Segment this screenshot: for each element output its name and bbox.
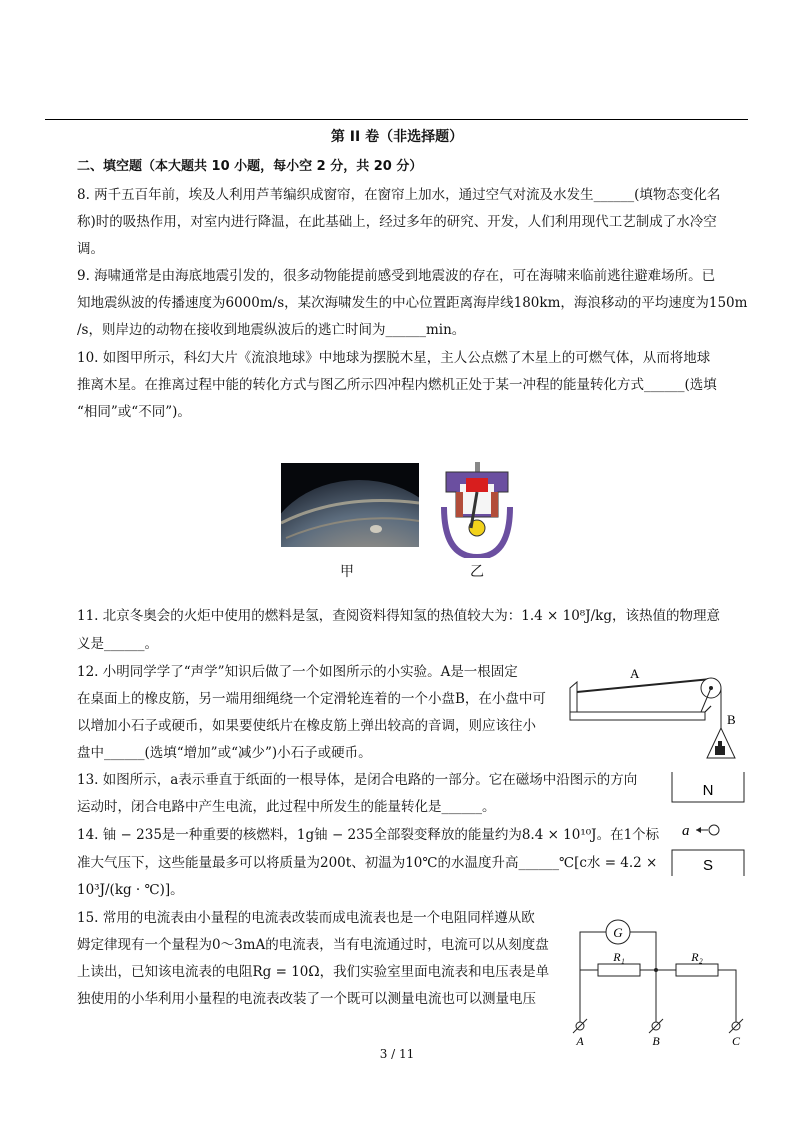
q14-line-2: 准大气压下，这些能量最多可以将质量为200t、初温为10℃的水温度升高______℃[c水 = 4.2 × — [77, 855, 658, 871]
q9-line-3: /s，则岸边的动物在接收到地震纵波后的逃亡时间为______min。 — [77, 322, 466, 338]
pulley-diagram — [565, 666, 750, 766]
engine-diagram — [436, 462, 518, 558]
q13-line-1: 13. 如图所示，a表示垂直于纸面的一根导体，是闭合电路的一部分。它在磁场中沿图示的方向 — [77, 772, 638, 788]
section-title: 二、填空题（本大题共 10 小题，每小空 2 分，共 20 分） — [77, 159, 423, 174]
part-title: 第 II 卷（非选择题） — [330, 129, 464, 145]
q10-line-1: 10. 如图甲所示，科幻大片《流浪地球》中地球为摆脱木星，主人公点燃了木星上的可燃气体，从而将地球 — [77, 350, 711, 366]
label-n: N — [702, 782, 714, 799]
q10-line-3: “相同”或“不同”)。 — [77, 404, 191, 420]
header-rule — [45, 119, 748, 120]
q8-line-3: 调。 — [77, 241, 104, 257]
q12-line-4: 盘中______(选填“增加”或“减少”)小石子或硬币。 — [77, 745, 372, 761]
q12-line-3: 以增加小石子或硬币，如果要使纸片在橡皮筋上弹出较高的音调，则应该往小 — [77, 718, 536, 734]
q15-line-3: 上读出，已知该电流表的电阻Rg = 10Ω，我们实验室里面电流表和电压表是单 — [77, 964, 550, 980]
label-a: A — [630, 666, 640, 681]
caption-jia: 甲 — [340, 564, 354, 580]
q8-line-2: 称)时的吸热作用，对室内进行降温，在此基础上，经过多年的研究、开发，人们利用现代工艺制成了水冷空 — [77, 214, 717, 230]
caption-yi: 乙 — [470, 564, 484, 580]
magnet-diagram — [670, 772, 748, 878]
label-r1: R₁ — [613, 950, 625, 964]
q15-line-2: 姆定律现有一个量程为0～3mA的电流表，当有电流通过时，电流可以从刻度盘 — [77, 937, 549, 953]
q9-line-1: 9. 海啸通常是由海底地震引发的，很多动物能提前感受到地震波的存在，可在海啸来临前逃往避难场所。已 — [77, 268, 716, 284]
q11-line-2: 义是______。 — [77, 636, 158, 652]
q9-line-2: 知地震纵波的传播速度为6000m/s，某次海啸发生的中心位置距离海岸线180km，海浪移动的平均速度为150m — [77, 295, 748, 311]
label-terminal-a: A — [576, 1034, 584, 1046]
q13-line-2: 运动时，闭合电路中产生电流，此过程中所发生的能量转化是______。 — [77, 799, 496, 815]
circuit-diagram — [568, 914, 748, 1046]
q12-line-1: 12. 小明同学学了“声学”知识后做了一个如图所示的小实验。A是一根固定 — [77, 664, 518, 680]
label-b: B — [727, 712, 736, 727]
label-terminal-b: B — [652, 1034, 660, 1046]
label-terminal-c: C — [731, 1034, 741, 1046]
q15-line-4: 独使用的小华利用小量程的电流表改装了一个既可以测量电流也可以测量电压 — [77, 991, 536, 1007]
q14-line-1: 14. 铀 − 235是一种重要的核燃料，1g铀 − 235全部裂变释放的能量约为8.4 × 10¹⁰J。在1个标 — [77, 827, 660, 843]
label-g: G — [613, 925, 623, 940]
label-conductor-a: a — [682, 823, 690, 839]
label-s: S — [702, 857, 714, 874]
q8-line-1: 8. 两千五百年前，埃及人利用芦苇编织成窗帘，在窗帘上加水，通过空气对流及水发生______(填物态变化名 — [77, 187, 721, 203]
q11-line-1: 11. 北京冬奥会的火炬中使用的燃料是氢，查阅资料得知氢的热值较大为：1.4 × 10⁸J/kg，该热值的物理意 — [77, 608, 720, 624]
label-r2: R₂ — [691, 950, 703, 964]
q15-line-1: 15. 常用的电流表由小量程的电流表改装而成电流表也是一个电阻同样遵从欧 — [77, 910, 535, 926]
q12-line-2: 在桌面上的橡皮筋，另一端用细绳绕一个定滑轮连着的一个小盘B，在小盘中可 — [77, 691, 546, 707]
page-number: 3 / 11 — [379, 1047, 415, 1061]
jupiter-image — [281, 463, 419, 547]
q10-line-2: 推离木星。在推离过程中能的转化方式与图乙所示四冲程内燃机正处于某一冲程的能量转化方式______(选填 — [77, 377, 717, 393]
q14-line-3: 10³J/(kg · ℃)]。 — [77, 882, 184, 898]
